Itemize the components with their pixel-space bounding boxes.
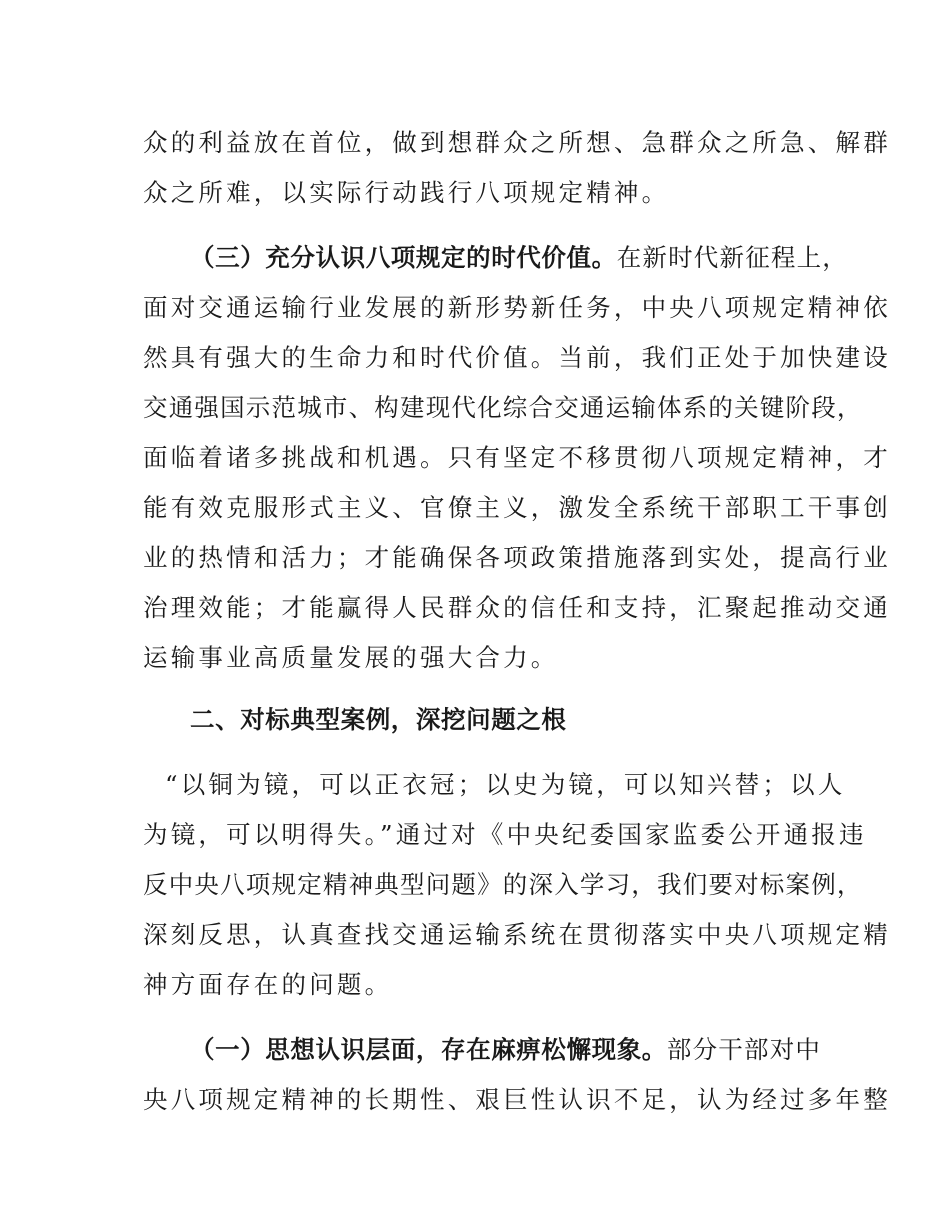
body-text-line: 能有效克服形式主义、官僚主义，激发全系统干部职工干事创: [143, 493, 891, 522]
body-text-line: 面对交通运输行业发展的新形势新任务，中央八项规定精神依: [143, 293, 891, 322]
body-text-line: 为镜，可以明得失。”通过对《中央纪委国家监委公开通报违: [143, 820, 867, 849]
body-text-line: 运输事业高质量发展的强大合力。: [143, 643, 559, 672]
section-one-first-line-rest: 部分干部对中: [666, 1035, 822, 1064]
section-three-title: （三）充分认识八项规定的时代价值。: [190, 243, 617, 272]
body-text-line: 央八项规定精神的长期性、艰巨性认识不足，认为经过多年整: [143, 1085, 891, 1114]
section-one-title: （一）思想认识层面，存在麻痹松懈现象。: [190, 1035, 667, 1064]
section-three-first-line-rest: 在新时代新征程上，: [616, 243, 849, 272]
body-text-line: 治理效能；才能赢得人民群众的信任和支持，汇聚起推动交通: [143, 593, 891, 622]
body-text-line: 神方面存在的问题。: [143, 970, 393, 999]
section-three-first-line: [190, 233, 870, 283]
body-text-line: 深刻反思，认真查找交通运输系统在贯彻落实中央八项规定精: [143, 920, 891, 949]
body-text-line: 交通强国示范城市、构建现代化综合交通运输体系的关键阶段，: [143, 393, 863, 422]
body-text-line: 众的利益放在首位，做到想群众之所想、急群众之所急、解群: [143, 128, 891, 157]
body-text-line: 众之所难，以实际行动践行八项规定精神。: [143, 178, 670, 207]
section-heading-two: 二、对标典型案例，深挖问题之根: [190, 705, 567, 734]
body-text-line: 业的热情和活力；才能确保各项政策措施落到实处，提高行业: [143, 543, 891, 572]
body-text-line: 然具有强大的生命力和时代价值。当前，我们正处于加快建设: [143, 343, 891, 372]
section-one-first-line: [190, 1025, 870, 1075]
body-text-line: “以铜为镜，可以正衣冠；以史为镜，可以知兴替；以人: [165, 770, 846, 799]
body-text-line: 反中央八项规定精神典型问题》的深入学习，我们要对标案例，: [143, 870, 863, 899]
body-text-line: 面临着诸多挑战和机遇。只有坚定不移贯彻八项规定精神，才: [143, 443, 891, 472]
